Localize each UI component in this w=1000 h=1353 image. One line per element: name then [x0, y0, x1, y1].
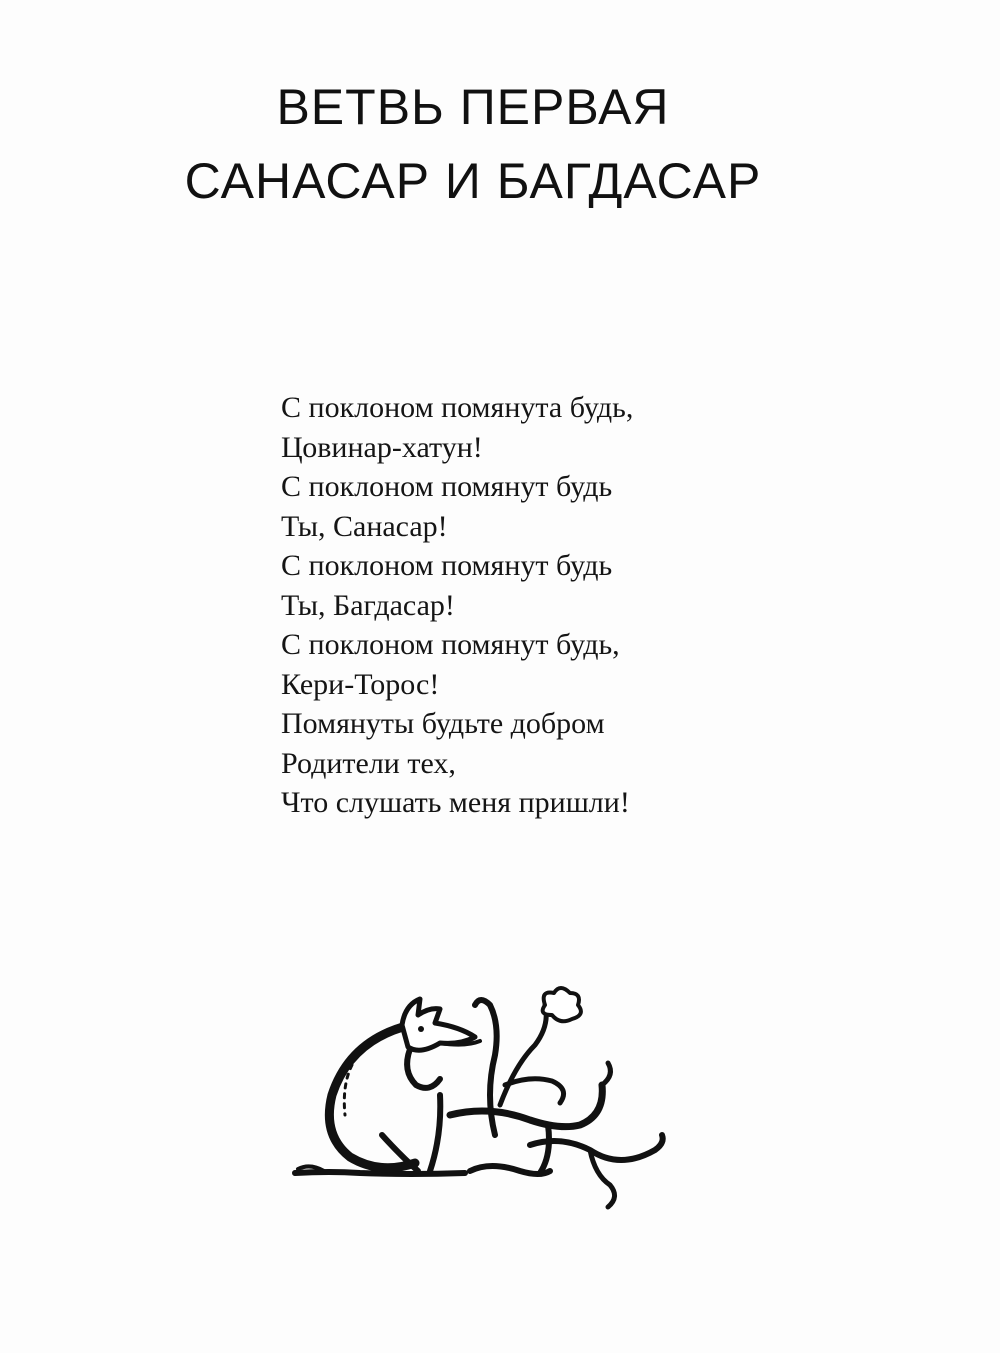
- verse-line: С поклоном помянут будь: [281, 549, 613, 582]
- chapter-heading: [0, 70, 1000, 218]
- verse-line: Цовинар-хатун!: [281, 430, 483, 464]
- verse-line: Родители тех,: [281, 746, 456, 780]
- verse-line: С поклоном помянута будь,: [281, 391, 634, 424]
- dragon-vignette-icon: [290, 985, 675, 1210]
- verse-line: Ты, Санасар!: [281, 509, 448, 543]
- verse-line: Что слушать меня пришли!: [281, 786, 630, 819]
- verse-line: Помянуты будьте добром: [281, 707, 605, 740]
- chapter-subtitle: САНАСАР И БАГДАСАР: [184, 153, 762, 209]
- verse-line: Ты, Багдасар!: [281, 588, 455, 622]
- verse-block: [281, 388, 633, 823]
- verse-line: С поклоном помянут будь: [281, 470, 613, 503]
- verse-line: С поклоном помянут будь,: [281, 628, 620, 661]
- verse-line: Кери-Торос!: [281, 667, 440, 701]
- chapter-title: ВЕТВЬ ПЕРВАЯ: [276, 79, 670, 135]
